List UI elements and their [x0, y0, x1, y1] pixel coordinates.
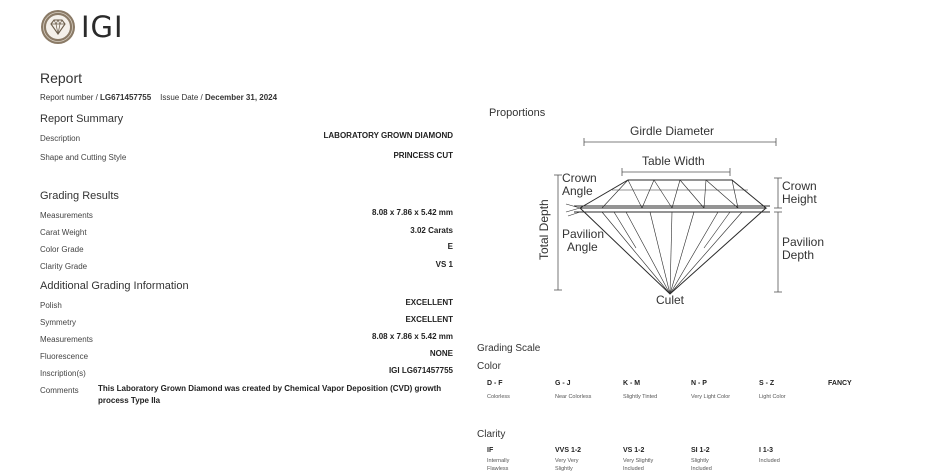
- clarity-grade-label: Clarity Grade: [40, 262, 88, 271]
- color-scale-code: S - Z: [759, 380, 775, 387]
- additional-info-heading: Additional Grading Information: [40, 280, 189, 292]
- clarity-scale-code: VVS 1-2: [555, 447, 582, 454]
- color-scale-desc: Slightly Tinted: [623, 394, 658, 400]
- polish-value: EXCELLENT: [405, 298, 453, 307]
- report-number-label: Report number /: [40, 93, 98, 102]
- proportions-heading: Proportions: [489, 107, 546, 119]
- inscription-value: IGI LG671457755: [388, 366, 453, 375]
- grading-results-heading: Grading Results: [40, 190, 119, 202]
- measurements-value: 8.08 x 7.86 x 5.42 mm: [372, 208, 453, 217]
- girdle-diameter-label: Girdle Diameter: [630, 124, 715, 138]
- proportions-diagram: [532, 120, 832, 308]
- color-scale-code: FANCY: [828, 380, 852, 387]
- color-scale-code: G - J: [555, 380, 571, 387]
- clarity-grade-value: VS 1: [435, 260, 453, 269]
- crown-height-label-2: Height: [782, 192, 817, 206]
- pavilion-angle-label-1: Pavilion: [562, 227, 605, 241]
- clarity-scale-desc: Very Slightly: [623, 458, 654, 464]
- symmetry-label: Symmetry: [40, 318, 76, 327]
- shape-value: PRINCESS CUT: [393, 151, 453, 160]
- measurements-2-value: 8.08 x 7.86 x 5.42 mm: [372, 332, 453, 341]
- report-meta: [40, 93, 277, 102]
- color-scale-heading: Color: [477, 361, 501, 372]
- clarity-scale-desc: Included: [623, 466, 644, 472]
- pavilion-depth-label-2: Depth: [782, 248, 815, 262]
- carat-weight-label: Carat Weight: [40, 228, 87, 237]
- measurements-2-label: Measurements: [40, 335, 93, 344]
- pavilion-angle-label-2: Angle: [567, 240, 598, 254]
- symmetry-value: EXCELLENT: [405, 315, 453, 324]
- report-number: LG671457755: [100, 93, 152, 102]
- pavilion-depth-label-1: Pavilion: [782, 235, 825, 249]
- clarity-scale-heading: Clarity: [477, 429, 506, 440]
- crown-angle-label-1: Crown: [562, 171, 597, 185]
- clarity-scale-code: SI 1-2: [691, 447, 710, 454]
- color-scale-code: N - P: [691, 380, 707, 387]
- report-summary-heading: Report Summary: [40, 113, 124, 125]
- clarity-scale-desc: Slightly: [691, 458, 709, 464]
- table-width-label: Table Width: [642, 154, 705, 168]
- shape-label: Shape and Cutting Style: [40, 153, 127, 162]
- fluorescence-value: NONE: [429, 349, 453, 358]
- crown-angle-label-2: Angle: [562, 184, 593, 198]
- color-scale-desc: Very Light Color: [691, 394, 731, 400]
- crown-height-label-1: Crown: [782, 179, 817, 193]
- issue-date-label: Issue Date /: [160, 93, 203, 102]
- carat-weight-value: 3.02 Carats: [410, 226, 453, 235]
- igi-seal-icon: [40, 9, 76, 45]
- inscription-label: Inscription(s): [40, 369, 86, 378]
- brand-name: IGI: [81, 10, 124, 44]
- fluorescence-label: Fluorescence: [40, 352, 89, 361]
- color-grade-value: E: [447, 242, 453, 251]
- color-scale-code: D - F: [487, 380, 503, 387]
- clarity-scale-desc: Flawless: [487, 466, 509, 472]
- grading-scale-heading: Grading Scale: [477, 343, 541, 354]
- culet-label: Culet: [656, 293, 685, 307]
- clarity-scale-desc: Very Very: [555, 458, 579, 464]
- comments-value: This Laboratory Grown Diamond was created by Chemical Vapor Deposition (CVD) growth process Type IIa: [98, 384, 442, 405]
- color-scale-desc: Near Colorless: [555, 394, 592, 400]
- color-scale-desc: Colorless: [487, 394, 510, 400]
- igi-logo: [40, 9, 124, 45]
- clarity-scale-code: IF: [487, 447, 494, 454]
- clarity-scale-code: VS 1-2: [623, 447, 645, 454]
- clarity-scale-desc: Slightly: [555, 466, 573, 472]
- total-depth-label: Total Depth: [537, 199, 551, 260]
- clarity-scale-desc: Internally: [487, 458, 510, 464]
- color-grade-label: Color Grade: [40, 245, 84, 254]
- color-scale-desc: Light Color: [759, 394, 786, 400]
- measurements-label: Measurements: [40, 211, 93, 220]
- clarity-scale-desc: Included: [691, 466, 712, 472]
- comments-label: Comments: [40, 386, 79, 395]
- polish-label: Polish: [40, 301, 62, 310]
- color-scale-code: K - M: [623, 380, 641, 387]
- description-value: LABORATORY GROWN DIAMOND: [323, 131, 453, 140]
- clarity-scale-code: I 1-3: [759, 447, 774, 454]
- issue-date: December 31, 2024: [205, 93, 278, 102]
- description-label: Description: [40, 134, 81, 143]
- report-title: Report: [40, 70, 83, 86]
- clarity-scale-desc: Included: [759, 458, 780, 464]
